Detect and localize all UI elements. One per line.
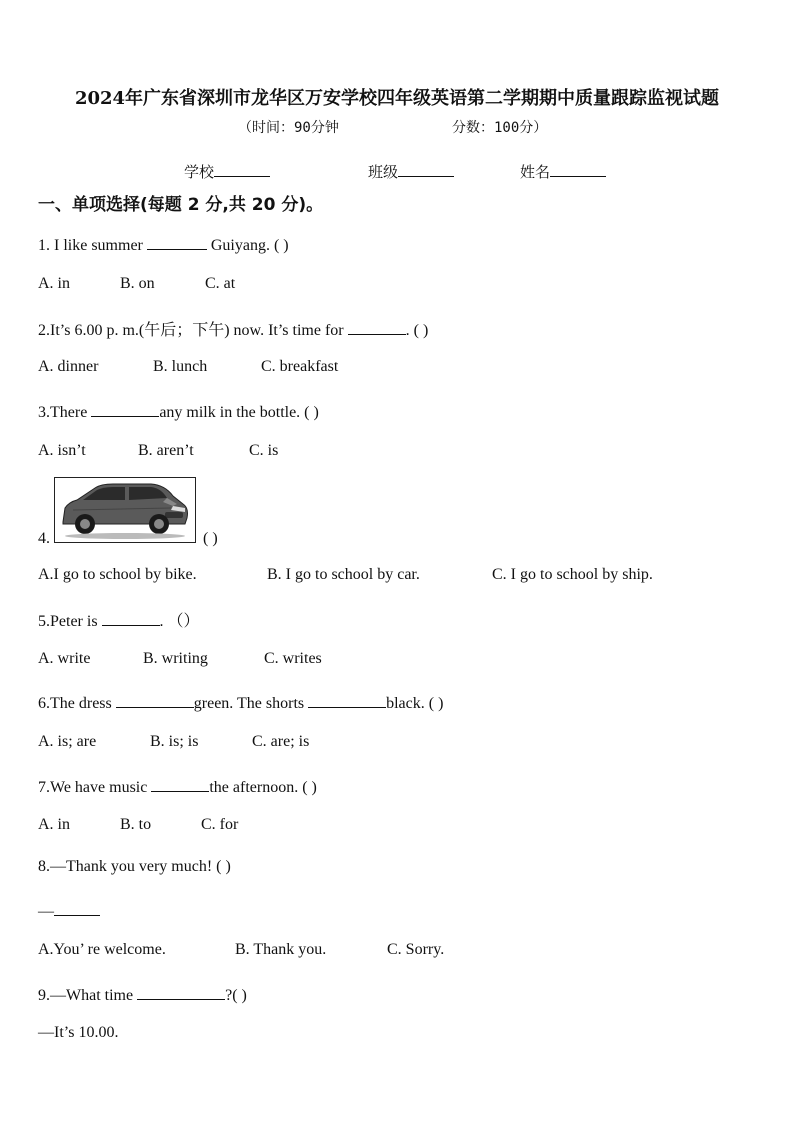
option-a: A. in	[38, 275, 70, 292]
page-title: 2024年广东省深圳市龙华区万安学校四年级英语第二学期期中质量跟踪监视试题	[74, 88, 720, 109]
option-c: C. are; is	[252, 733, 310, 750]
option-c: C. is	[249, 442, 279, 459]
class-field[interactable]	[368, 160, 454, 182]
question-9-reply: —It’s 10.00.	[38, 1024, 119, 1041]
option-a: A. is; are	[38, 733, 97, 750]
option-b: B. aren’t	[138, 442, 194, 459]
answer-blank[interactable]	[308, 691, 386, 708]
question-2: 2.It’s 6.00 p. m.(午后；下午) now. It’s time for . ( )	[38, 317, 428, 340]
question-4-bracket: ( )	[203, 530, 218, 547]
school-label: 学校	[184, 163, 215, 181]
question-9: 9.—What time ?( )	[38, 983, 247, 1005]
question-8-reply: —	[38, 899, 100, 921]
option-b: B. lunch	[153, 358, 208, 375]
school-blank[interactable]	[214, 160, 270, 177]
option-b: B. Thank you.	[235, 941, 327, 958]
exam-score: 分数：100分）	[452, 120, 548, 136]
section-heading: 一、单项选择(每题 2 分,共 20 分)。	[38, 195, 324, 215]
question-7: 7.We have music the afternoon. ( )	[38, 775, 317, 797]
answer-blank[interactable]	[116, 691, 194, 708]
answer-blank[interactable]	[147, 233, 207, 250]
car-image	[54, 477, 196, 543]
option-b: B. to	[120, 816, 152, 833]
question-6: 6.The dress green. The shorts black. ( )	[38, 691, 443, 713]
answer-blank[interactable]	[91, 400, 159, 417]
exam-time: （时间：90分钟	[238, 120, 339, 136]
option-b: B. I go to school by car.	[267, 566, 420, 583]
option-a: A. dinner	[38, 358, 99, 375]
class-blank[interactable]	[398, 160, 454, 177]
option-c: C. Sorry.	[387, 941, 445, 958]
option-a: A. isn’t	[38, 442, 86, 459]
option-c: C. writes	[264, 650, 322, 667]
option-a: A. write	[38, 650, 91, 667]
question-5: 5.Peter is . （）	[38, 608, 200, 631]
option-c: C. at	[205, 275, 236, 292]
option-a: A.You’ re welcome.	[38, 941, 166, 958]
question-4-number: 4.	[38, 530, 50, 547]
answer-blank[interactable]	[348, 318, 406, 335]
answer-blank[interactable]	[151, 775, 209, 792]
name-label: 姓名	[520, 163, 551, 181]
question-8: 8.—Thank you very much! ( )	[38, 858, 231, 875]
option-c: C. for	[201, 816, 239, 833]
option-c: C. I go to school by ship.	[492, 566, 653, 583]
answer-blank[interactable]	[137, 983, 225, 1000]
option-b: B. on	[120, 275, 155, 292]
answer-blank[interactable]	[54, 899, 100, 916]
name-blank[interactable]	[550, 160, 606, 177]
car-icon	[55, 478, 195, 542]
question-3: 3.There any milk in the bottle. ( )	[38, 400, 319, 422]
class-label: 班级	[368, 163, 399, 181]
option-a: A.I go to school by bike.	[38, 566, 197, 583]
question-1: 1. I like summer Guiyang. ( )	[38, 233, 289, 255]
answer-blank[interactable]	[102, 609, 160, 626]
name-field[interactable]	[520, 160, 606, 182]
option-c: C. breakfast	[261, 358, 339, 375]
school-field[interactable]	[184, 160, 270, 182]
option-b: B. writing	[143, 650, 208, 667]
option-a: A. in	[38, 816, 70, 833]
option-b: B. is; is	[150, 733, 199, 750]
